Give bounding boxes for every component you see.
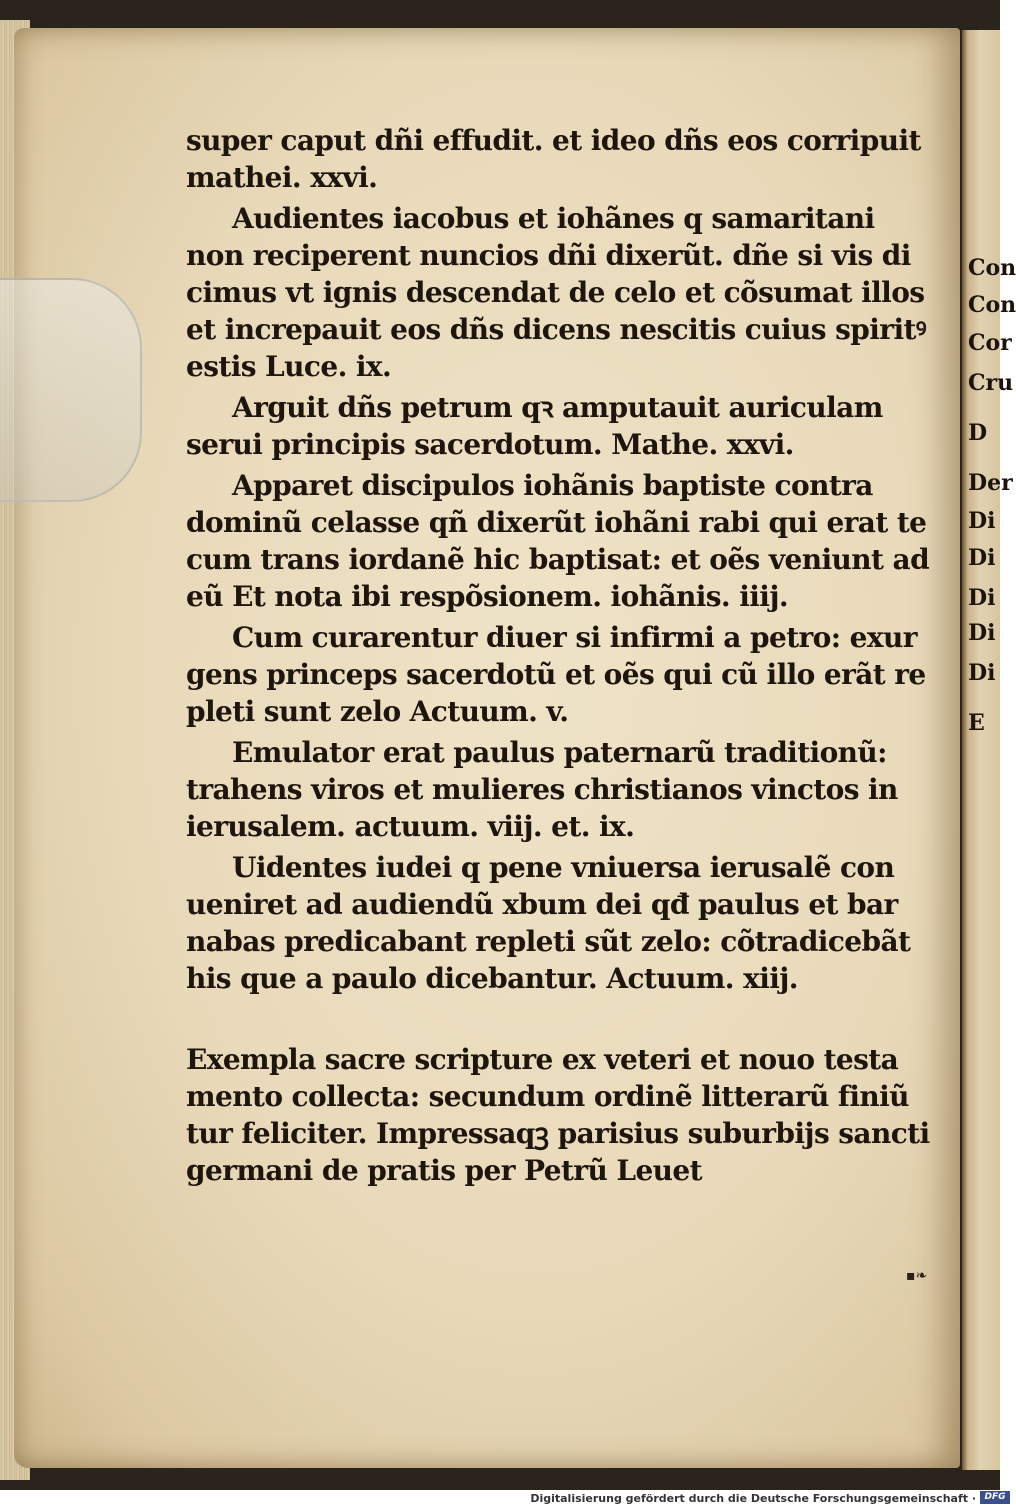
next-page-fragment: Con [968,255,1016,281]
text-line: ueniret ad audiendũ xbum dei qđ paulus et bar [186,888,898,921]
colophon [186,1041,930,1189]
text-line: Apparet discipulos iohãnis baptiste contra [232,469,873,502]
next-page-fragment: E [968,710,985,736]
text-line: serui principis sacerdotum. Mathe. xxvi. [186,428,794,461]
colophon-line: germani de pratis per Petrũ Leuet [186,1154,702,1187]
text-line: cimus vt ignis descendat de celo et cõsumat illos [186,276,925,309]
colophon-line: mento collecta: secundum ordinẽ litterarũ finiũ [186,1080,909,1113]
colophon-line: Exempla sacre scripture ex veteri et nouo testa [186,1043,899,1076]
text-line: Emulator erat paulus paternarũ traditionũ: [232,736,887,769]
paragraph [186,122,921,196]
next-page-fragment: Di [968,585,996,611]
text-line: trahens viros et mulieres christianos vinctos in [186,773,898,806]
next-page-fragment: Cor [968,330,1012,356]
section-gap [186,1001,916,1041]
text-line: mathei. xxvi. [186,161,378,194]
text-line: non reciperent nuncios dñi dixerũt. dñe si vis di [186,239,911,272]
text-line: pleti sunt zelo Actuum. v. [186,695,569,728]
next-page-fragment: Di [968,545,996,571]
text-line: nabas predicabant repleti sũt zelo: cõtradicebãt [186,925,911,958]
text-line: cum trans iordanẽ hic baptisat: et oẽs veniunt ad [186,543,930,576]
paragraph [186,849,916,997]
page-text [186,122,930,1189]
text-line: Arguit dñs petrum qꝛ amputauit auriculam [232,391,883,424]
paragraph [186,467,930,615]
text-line: super caput dñi effudit. et ideo dñs eos corripuit [186,124,921,157]
text-line: gens princeps sacerdotũ et oẽs qui cũ illo erãt re [186,658,926,691]
next-page-fragment: Di [968,508,996,534]
text-line: estis Luce. ix. [186,350,392,383]
next-page-fragment: Der [968,470,1013,496]
next-page-edge [962,30,1016,1470]
next-page-fragment: Di [968,620,996,646]
paragraph [186,389,916,463]
text-line: et increpauit eos dñs dicens nescitis cuius spiritꝰ [186,313,926,346]
dfg-logo: DFG [980,1491,1010,1504]
next-page-fragment: D [968,420,988,446]
paragraph [186,734,916,845]
text-line: Uidentes iudei q pene vniuersa ierusalẽ con [232,851,895,884]
next-page-fragment: Con [968,292,1016,318]
next-page-fragment: Cru [968,370,1014,396]
colophon-line: tur feliciter. Impressaqꝫ parisius suburbijs sancti [186,1117,930,1150]
text-line: ierusalem. actuum. viij. et. ix. [186,810,635,843]
paragraph [186,200,926,385]
page-clip [0,278,142,502]
corner-mark: ▪❧ [906,1268,928,1284]
text-line: Audientes iacobus et iohãnes q samaritani [232,202,875,235]
next-page-fragment: Di [968,660,996,686]
text-line: dominũ celasse qñ dixerũt iohãni rabi qui erat te [186,506,927,539]
footer-credit: Digitalisierung gefördert durch die Deutsche Forschungsgemeinschaft · [530,1492,976,1505]
text-line: his que a paulo dicebantur. Actuum. xiij. [186,962,798,995]
text-line: Cum curarentur diuer si infirmi a petro: exur [232,621,917,654]
paragraph [186,619,926,730]
text-line: eũ Et nota ibi respõsionem. iohãnis. iiij. [186,580,789,613]
